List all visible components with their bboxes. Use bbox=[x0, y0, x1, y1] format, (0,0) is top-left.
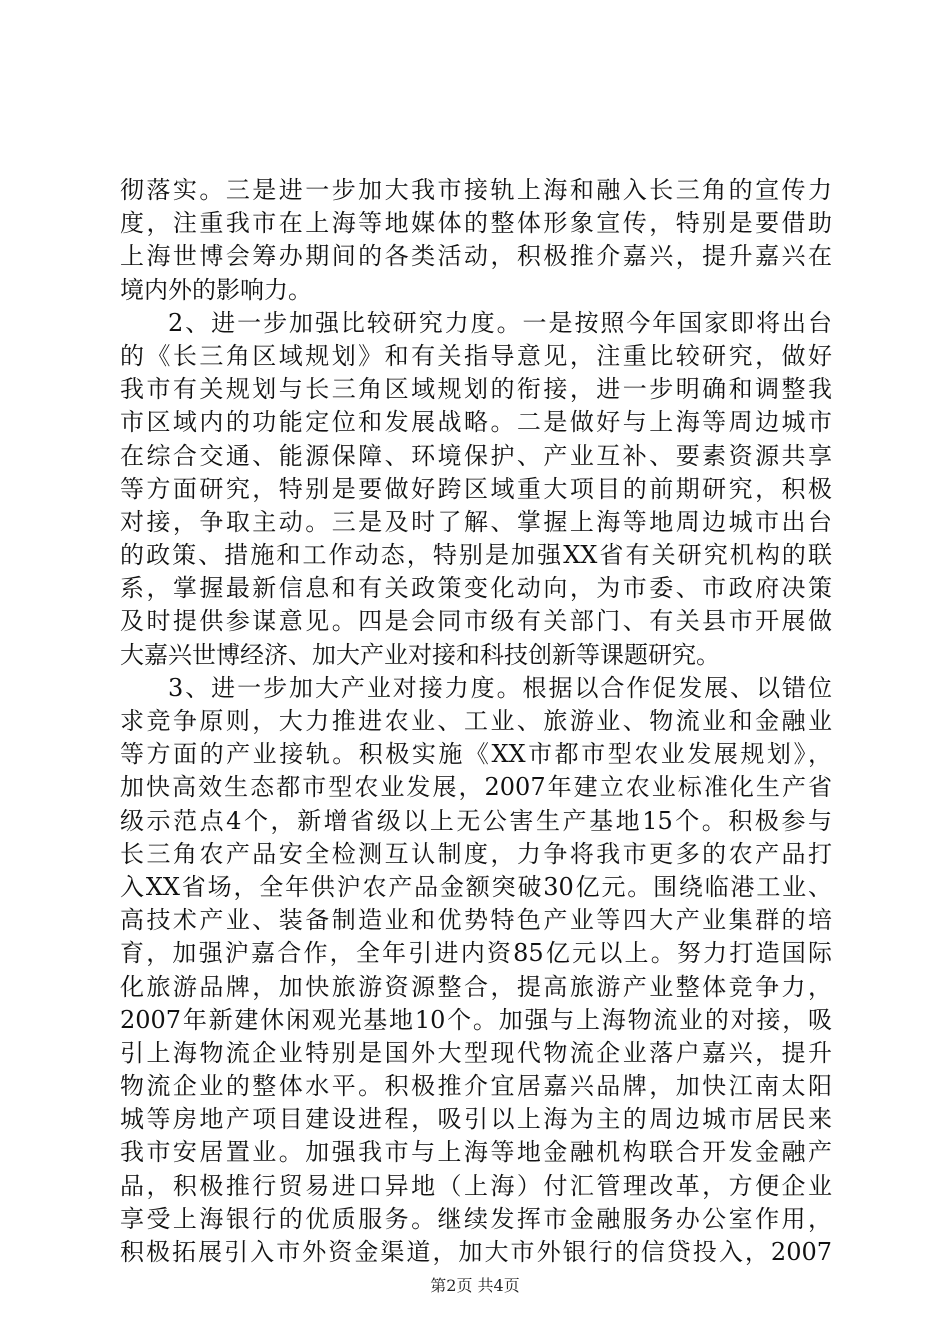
text-line: 上海世博会筹办期间的各类活动，积极推介嘉兴，提升嘉兴在 bbox=[120, 242, 832, 271]
text-line: 2007年新建休闲观光基地10个。加强与上海物流业的对接，吸 bbox=[120, 1005, 832, 1034]
text-line: 等方面的产业接轨。积极实施《XX市都市型农业发展规划》， bbox=[120, 740, 832, 769]
text-line: 境内外的影响力。 bbox=[120, 275, 312, 304]
text-line: 彻落实。三是进一步加大我市接轨上海和融入长三角的宣传力 bbox=[120, 176, 832, 204]
text-line: 长三角农产品安全检测互认制度，力争将我市更多的农产品打 bbox=[120, 839, 832, 868]
paragraph-2-heading-line: 2、进一步加强比较研究力度。一是按照今年国家即将出台 bbox=[168, 308, 832, 337]
text-line: 求竞争原则，大力推进农业、工业、旅游业、物流业和金融业 bbox=[120, 707, 832, 735]
text-line: 的《长三角区域规划》和有关指导意见，注重比较研究，做好 bbox=[120, 341, 832, 370]
text-line: 享受上海银行的优质服务。继续发挥市金融服务办公室作用， bbox=[120, 1204, 832, 1233]
text-line: 在综合交通、能源保障、环境保护、产业互补、要素资源共享 bbox=[120, 441, 832, 470]
text-line: 引上海物流企业特别是国外大型现代物流企业落户嘉兴，提升 bbox=[120, 1038, 832, 1067]
text-line: 高技术产业、装备制造业和优势特色产业等四大产业集群的培 bbox=[120, 906, 832, 935]
text-line: 化旅游品牌，加快旅游资源整合，提高旅游产业整体竞争力， bbox=[120, 972, 832, 1001]
text-line: 我市有关规划与长三角区域规划的衔接，进一步明确和调整我 bbox=[120, 375, 832, 404]
text-line: 城等房地产项目建设进程，吸引以上海为主的周边城市居民来 bbox=[120, 1105, 832, 1134]
text-line: 积极拓展引入市外资金渠道，加大市外银行的信贷投入，2007 bbox=[120, 1238, 832, 1266]
text-line: 及时提供参谋意见。四是会同市级有关部门、有关县市开展做 bbox=[120, 607, 832, 636]
text-line: 加快高效生态都市型农业发展，2007年建立农业标准化生产省 bbox=[120, 773, 832, 802]
text-line: 大嘉兴世博经济、加大产业对接和科技创新等课题研究。 bbox=[120, 640, 720, 669]
paragraph-3-heading-line: 3、进一步加大产业对接力度。根据以合作促发展、以错位 bbox=[168, 673, 832, 702]
text-line: 的政策、措施和工作动态，特别是加强XX省有关研究机构的联 bbox=[120, 541, 832, 570]
text-line: 物流企业的整体水平。积极推介宜居嘉兴品牌，加快江南太阳 bbox=[120, 1072, 832, 1101]
text-line: 育，加强沪嘉合作，全年引进内资85亿元以上。努力打造国际 bbox=[120, 939, 832, 968]
page-number-footer: 第2页 共4页 bbox=[430, 1276, 520, 1295]
text-line: 级示范点4个，新增省级以上无公害生产基地15个。积极参与 bbox=[120, 806, 832, 835]
text-line: 对接，争取主动。三是及时了解、掌握上海等地周边城市出台 bbox=[120, 507, 832, 536]
text-line: 市区域内的功能定位和发展战略。二是做好与上海等周边城市 bbox=[120, 408, 832, 437]
text-line: 入XX省场，全年供沪农产品金额突破30亿元。围绕临港工业、 bbox=[120, 872, 832, 901]
document-body bbox=[120, 174, 832, 1269]
text-line: 品，积极推行贸易进口异地（上海）付汇管理改革，方便企业 bbox=[120, 1171, 832, 1200]
text-line: 系，掌握最新信息和有关政策变化动向，为市委、市政府决策 bbox=[120, 574, 832, 603]
text-line: 等方面研究，特别是要做好跨区域重大项目的前期研究，积极 bbox=[120, 474, 832, 503]
text-line: 我市安居置业。加强我市与上海等地金融机构联合开发金融产 bbox=[120, 1138, 832, 1167]
text-line: 度，注重我市在上海等地媒体的整体形象宣传，特别是要借助 bbox=[120, 209, 832, 238]
